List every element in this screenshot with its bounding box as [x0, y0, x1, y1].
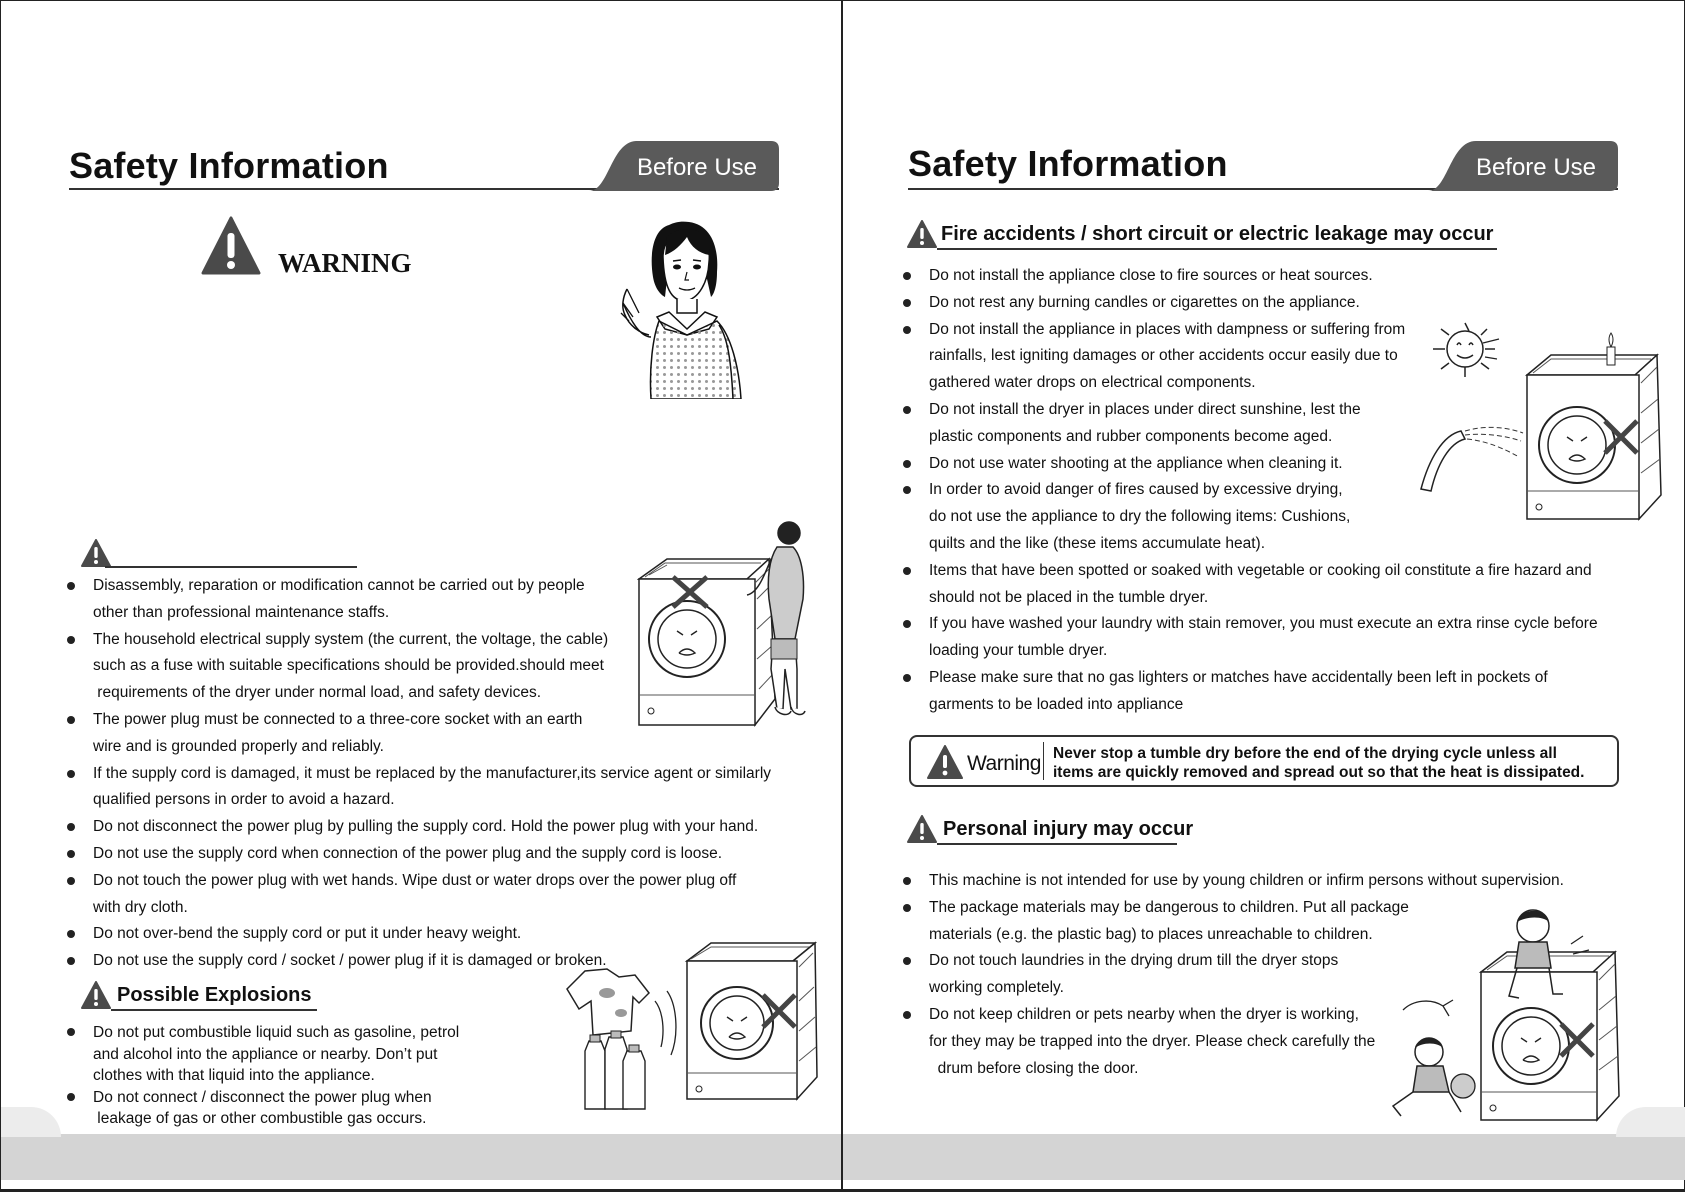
explosion-item-line: leakage of gas or other combustible gas occurs.: [93, 1110, 427, 1127]
fire-item-line: loading your tumble dryer.: [929, 642, 1108, 660]
electrical-item-line: Do not touch the power plug with wet hands. Wipe dust or water drops over the power plug off: [93, 871, 737, 889]
injury-section-header: [907, 814, 1197, 846]
section-tab: [1428, 141, 1618, 191]
bullet-icon: [903, 957, 911, 965]
electrical-item-line: such as a fuse with suitable specifications should be provided.should meet: [93, 657, 604, 675]
electrical-section-header: [81, 539, 357, 569]
electrical-item-line: The power plug must be connected to a three-core socket with an earth: [93, 710, 583, 728]
page-header: [908, 137, 1618, 192]
bullet-icon: [903, 674, 911, 682]
fire-item: [903, 263, 1683, 290]
bullet-icon: [903, 486, 911, 494]
fire-item-line: gathered water drops on electrical components.: [929, 374, 1256, 392]
fire-item: [903, 665, 1683, 719]
injury-item-line: The package materials may be dangerous to children. Put all package: [929, 898, 1409, 916]
warning-triangle-icon: [927, 745, 963, 779]
warning-triangle-icon: [81, 981, 111, 1009]
bullet-icon: [903, 299, 911, 307]
explosions-heading: Possible Explosions: [117, 984, 312, 1006]
bullet-icon: [67, 930, 75, 938]
page-tab: [1, 1107, 61, 1137]
section-tab-label: Before Use: [636, 154, 757, 181]
injury-item: [903, 868, 1683, 895]
injury-item-line: working completely.: [929, 979, 1064, 997]
electrical-item-line: Do not use the supply cord / socket / power plug if it is damaged or broken.: [93, 952, 607, 970]
left-page: [1, 1, 843, 1192]
page-header: [69, 137, 779, 192]
children-and-dryer-illustration: [1383, 906, 1668, 1131]
footer-band: [1, 1134, 841, 1180]
electrical-item-line: Do not use the supply cord when connection of the power plug and the supply cord is loose.: [93, 844, 723, 862]
electrical-item-line: Disassembly, reparation or modification cannot be carried out by people: [93, 577, 585, 594]
electrical-item-line: Do not disconnect the power plug by pulling the supply cord. Hold the power plug with your hand.: [93, 818, 759, 836]
explosion-item: [67, 1087, 507, 1130]
fire-section-header: [907, 219, 1497, 251]
explosion-item-line: and alcohol into the appliance or nearby. Don’t put: [93, 1045, 438, 1063]
bullet-icon: [67, 850, 75, 858]
fire-item-line: Do not use water shooting at the appliance when cleaning it.: [929, 454, 1343, 472]
injury-item-line: for they may be trapped into the dryer. Please check carefully the: [929, 1032, 1376, 1050]
fire-item: [903, 558, 1683, 612]
fire-item-line: plastic components and rubber components become aged.: [929, 427, 1333, 445]
electrical-item-line: other than professional maintenance staffs.: [93, 603, 390, 621]
section-tab-label: Before Use: [1475, 154, 1596, 181]
bullet-icon: [67, 636, 75, 644]
bullet-icon: [903, 406, 911, 414]
fire-item-line: Please make sure that no gas lighters or matches have accidentally been left in pockets of: [929, 668, 1548, 686]
electrical-item-line: If the supply cord is damaged, it must be replaced by the manufacturer,its service agent or similarly: [93, 764, 772, 782]
bullet-icon: [903, 620, 911, 628]
bullet-icon: [67, 770, 75, 778]
fire-heading: Fire accidents / short circuit or electric leakage may occur: [941, 223, 1494, 245]
warning-heading: WARNING: [278, 248, 412, 278]
explosion-item-line: clothes with that liquid into the appliance.: [93, 1067, 375, 1084]
warning-triangle-icon: [907, 815, 937, 843]
electrical-item: [67, 841, 827, 868]
right-page: [843, 1, 1685, 1192]
fire-item-line: Items that have been spotted or soaked with vegetable or cooking oil constitute a fire hazard and: [929, 561, 1592, 579]
section-tab: [589, 141, 779, 191]
fire-item-line: Do not rest any burning candles or cigarettes on the appliance.: [929, 293, 1360, 311]
electrical-item-line: The household electrical supply system (the current, the voltage, the cable): [93, 630, 609, 648]
fire-item-line: should not be placed in the tumble dryer.: [929, 588, 1209, 606]
fire-item-line: do not use the appliance to dry the following items: Cushions,: [929, 508, 1351, 526]
sun-candle-hose-dryer-illustration: [1413, 319, 1675, 533]
injury-item-line: materials (e.g. the plastic bag) to places unreachable to children.: [929, 925, 1373, 943]
bullet-icon: [67, 582, 75, 590]
fire-item-line: quilts and the like (these items accumulate heat).: [929, 534, 1266, 552]
explosion-item: [67, 1022, 507, 1087]
explosion-safety-list: [67, 1022, 507, 1130]
drying-cycle-warning-box: [909, 735, 1619, 787]
fire-item-line: Do not install the dryer in places under direct sunshine, lest the: [929, 400, 1361, 418]
fire-item-line: rainfalls, lest igniting damages or other accidents occur easily due to: [929, 347, 1398, 365]
bullet-icon: [903, 326, 911, 334]
injury-item-line: This machine is not intended for use by young children or infirm persons without supervision.: [929, 872, 1564, 889]
fire-item: [903, 611, 1683, 665]
bullet-icon: [67, 1093, 75, 1101]
injury-heading: Personal injury may occur: [943, 818, 1194, 840]
flammable-items-dryer-illustration: [561, 931, 821, 1111]
warning-triangle-icon: [81, 539, 111, 567]
electrical-item: [67, 761, 827, 815]
electrical-item: [67, 868, 827, 922]
bullet-icon: [903, 272, 911, 280]
injury-item-line: Do not touch laundries in the drying drum till the dryer stops: [929, 952, 1339, 970]
bullet-icon: [67, 1028, 75, 1036]
page-title: Safety Information: [908, 143, 1228, 184]
warning-box-label: Warning: [967, 752, 1041, 775]
bullet-icon: [67, 823, 75, 831]
page-title: Safety Information: [69, 145, 389, 186]
injury-item-line: Do not keep children or pets nearby when the dryer is working,: [929, 1005, 1359, 1023]
electrical-item-line: Do not over-bend the supply cord or put it under heavy weight.: [93, 925, 522, 943]
fire-item-line: In order to avoid danger of fires caused by excessive drying,: [929, 481, 1343, 499]
bullet-icon: [903, 904, 911, 912]
fire-item-line: Do not install the appliance in places with dampness or suffering from: [929, 320, 1406, 338]
bullet-icon: [67, 877, 75, 885]
fire-item-line: garments to be loaded into appliance: [929, 695, 1184, 713]
bullet-icon: [903, 877, 911, 885]
explosion-item-line: Do not put combustible liquid such as gasoline, petrol: [93, 1024, 460, 1041]
fire-item-line: Do not install the appliance close to fire sources or heat sources.: [929, 267, 1373, 284]
bullet-icon: [67, 957, 75, 965]
bullet-icon: [903, 567, 911, 575]
bullet-icon: [67, 716, 75, 724]
fire-item-line: If you have washed your laundry with stain remover, you must execute an extra rinse cycle before: [929, 615, 1598, 633]
footer-band: [843, 1134, 1685, 1180]
warning-triangle-icon: [201, 216, 261, 276]
explosion-item-line: Do not connect / disconnect the power plug when: [93, 1088, 432, 1106]
electrical-item-line: wire and is grounded properly and reliably.: [93, 737, 384, 755]
explosions-section-header: [81, 981, 317, 1011]
bullet-icon: [903, 460, 911, 468]
electrical-item-line: requirements of the dryer under normal load, and safety devices.: [93, 684, 542, 702]
warning-box-text: Never stop a tumble dry before the end of the drying cycle unless all items are quickly removed and spread out so that the heat is dissipated.: [1053, 745, 1585, 781]
man-and-dryer-illustration: [637, 519, 833, 735]
electrical-item-line: with dry cloth.: [93, 898, 188, 916]
warning-triangle-icon: [907, 220, 937, 248]
bullet-icon: [903, 1011, 911, 1019]
woman-pointing-illustration: [619, 217, 769, 399]
electrical-item: [67, 814, 827, 841]
injury-item-line: drum before closing the door.: [929, 1059, 1139, 1077]
fire-item: [903, 290, 1683, 317]
electrical-item-line: qualified persons in order to avoid a hazard.: [93, 791, 395, 809]
